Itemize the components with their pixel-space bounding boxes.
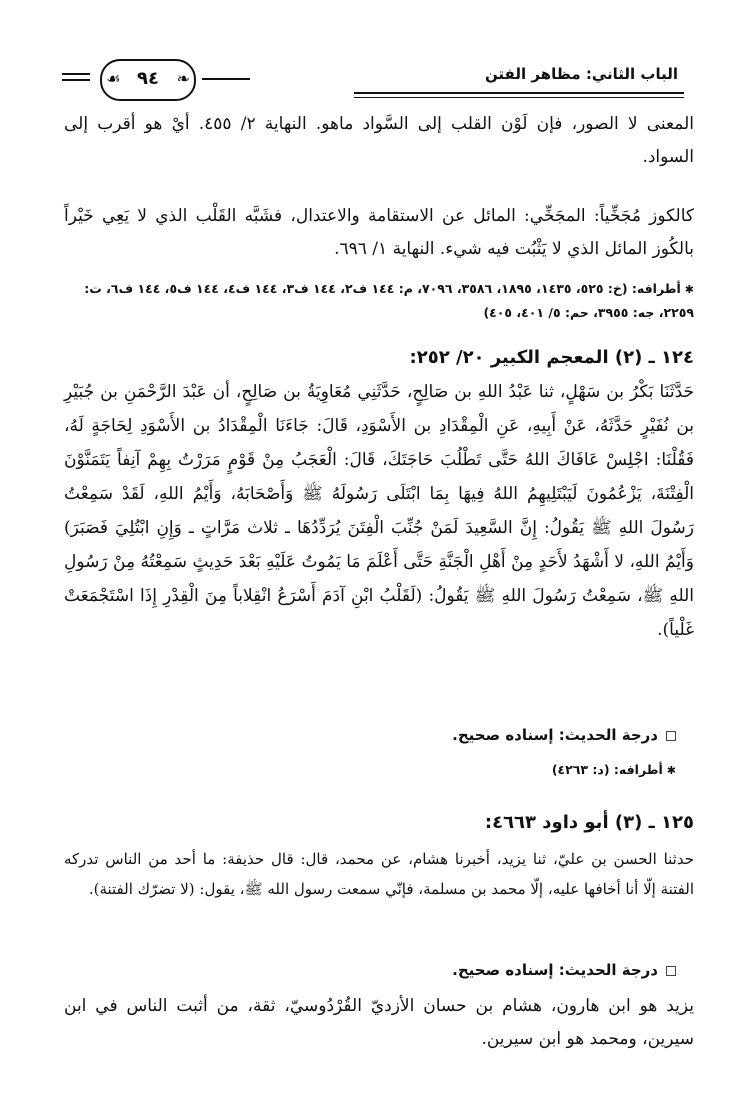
section-title: ١٢٤ ـ (٢) المعجم الكبير ٢٠/ ٢٥٢: xyxy=(409,347,694,368)
square-bullet-icon xyxy=(666,731,676,741)
running-title: الباب الثاني: مظاهر الفتن xyxy=(484,65,678,83)
hadith-text: حَدَّثَنَا بَكْرُ بن سَهْلٍ، ثنا عَبْدُ اللهِ بن صَالِحٍ، حَدَّثَنِي مُعَاوِيَةُ بن صَالِحٍ، أن عَبْدَ الرَّحْمَنِ بن جُبَيْرِ بن نُفَيْرٍ حَدَّثَهُ، عَنْ أَبِيهِ، عَنِ الْمِقْدَادِ بن الأَسْوَدِ، قَالَ: جَاءَنَا الْمِقْدَادُ بن الأَسْوَدِ لِحَاجَةٍ لَهُ، فَقُلْنَا: اجْلِسْ عَافَاكَ اللهُ حَتَّى تَطْلُبَ حَاجَتَكَ، قَالَ: الْعَجَبُ مِنْ قَوْمٍ مَرَرْتُ بِهِمْ آنِفاً يَتَمَنَّوْنَ الْفِتْنَةَ، يَزْعُمُونَ لَيَبْتَلِيهِمُ اللهُ فِيهَا بِمَا ابْتَلَى رَسُولَهُ ﷺ وَأَصْحَابَهُ، وَأَيْمُ اللهِ، لَقَدْ سَمِعْتُ رَسُولَ اللهِ ﷺ يَقُولُ: إِنَّ السَّعِيدَ لَمَنْ جُنِّبَ الْفِتَنَ يُرَدِّدُهَا ـ ثلاث مَرَّاتٍ ـ وَإِنِ ابْتُلِيَ فَصَبَرَ) وَأَيْمُ اللهِ، لا أَشْهَدُ لأَحَدٍ مِنْ أَهْلِ الْجَنَّةِ حَتَّى أَعْلَمَ مَا يَمُوتُ عَلَيْهِ بَعْدَ حَدِيثٍ سَمِعْتُهُ مِنْ رَسُولِ اللهِ ﷺ، سَمِعْتُ رَسُولَ اللهِ ﷺ يَقُولُ: (لَقَلْبُ ابْنِ آدَمَ أَسْرَعُ انْقِلاباً مِنَ الْقِدْرِ إِذَا اسْتَجْمَعَتْ غَلْياً). xyxy=(64,382,694,640)
header-rule xyxy=(354,92,684,94)
page-header xyxy=(58,55,684,105)
badge-rule xyxy=(202,78,250,80)
header-rule-thin xyxy=(354,97,684,98)
leaf-ornament-icon: ☙ xyxy=(106,69,121,88)
hadith-text: حدثنا الحسن بن عليّ، ثنا يزيد، أخبرنا هشام، عن محمد، قال: قال حذيفة: ما أحد من الناس تدركه الفتنة إلّا أنا أخافها عليه، إلّا محمد بن مسلمة، فإنّي سمعت رسول الله ﷺ، يقول: (لا تضرّك الفتنة). xyxy=(64,850,694,898)
explanation-paragraph: المعنى لا الصور، فإن لَوْن القلب إلى السَّواد ماهو. النهاية ٢/ ٤٥٥. أيْ هو أقرب إلى السواد. xyxy=(64,114,694,167)
asterisk-icon: ✱ xyxy=(666,764,676,777)
square-bullet-icon xyxy=(666,966,676,976)
hadith-grade xyxy=(76,721,676,749)
footnote xyxy=(64,277,694,324)
page-number: ٩٤ xyxy=(137,68,159,89)
section-title: ١٢٥ ـ (٣) أبو داود ٤٦٦٣: xyxy=(484,812,694,833)
footnote-text: أطرافه: (د: ٤٢٦٣) xyxy=(551,762,663,777)
asterisk-icon: ✱ xyxy=(684,283,694,296)
commentary-paragraph: يزيد هو ابن هارون، هشام بن حسان الأزديّ القُرْدُوسيّ، ثقة، من أثبت الناس في ابن سيرين، ومحمد هو ابن سيرين. xyxy=(64,996,694,1049)
page-number-badge xyxy=(62,59,252,101)
badge-line xyxy=(62,79,90,81)
badge-line xyxy=(62,73,90,75)
page-number-frame xyxy=(100,59,196,101)
explanation-paragraph: كالكوز مُجَخِّياً: المجَخِّي: المائل عن الاستقامة والاعتدال، فشَبَّه القَلْب الذي لا يَعِي خَيْراً بالكُوز المائل الذي لا يَثْبُت فيه شيء. النهاية ١/ ٦٩٦. xyxy=(64,206,694,259)
leaf-ornament-icon: ❧ xyxy=(176,69,190,88)
hadith-grade xyxy=(76,956,676,984)
grade-label: درجة الحديث: xyxy=(558,961,658,979)
footnote-text: أطرافه: (خ: ٥٢٥، ١٤٣٥، ١٨٩٥، ٣٥٨٦، ٧٠٩٦، م: ١٤٤ ف٢، ١٤٤ ف٣، ١٤٤ ف٤، ١٤٤ ف٥، ١٤٤ ف٦، ت: ٢٢٥٩، جه: ٣٩٥٥، حم: ٥/ ٤٠١، ٤٠٥) xyxy=(84,281,694,320)
grade-value: إسناده صحيح. xyxy=(452,961,554,979)
grade-value: إسناده صحيح. xyxy=(452,726,554,744)
grade-label: درجة الحديث: xyxy=(558,726,658,744)
footnote xyxy=(46,758,676,782)
